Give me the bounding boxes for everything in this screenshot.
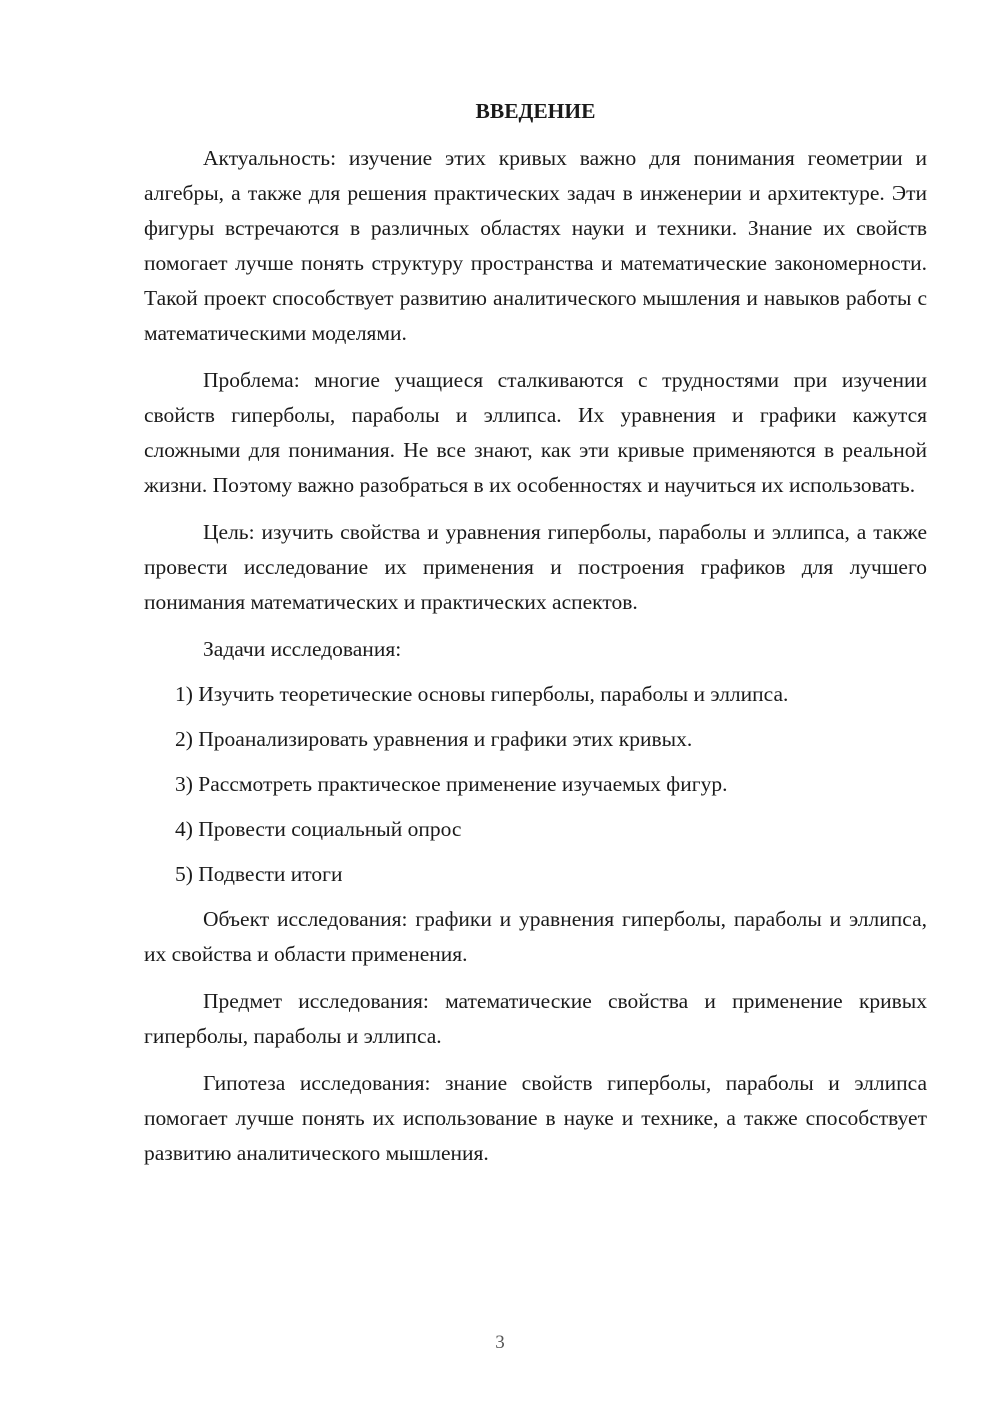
page-title: ВВЕДЕНИЕ [475, 99, 596, 123]
list-item: 1) Изучить теоретические основы гиперболы, параболы и эллипса. [175, 682, 789, 706]
list-item: 3) Рассмотреть практическое применение изучаемых фигур. [175, 772, 728, 796]
list-item: 4) Провести социальный опрос [175, 817, 462, 841]
hypothesis-paragraph: Гипотеза исследования: знание свойств гиперболы, параболы и эллипса помогает лучше понять их использование в науке и технике, а также способствует развитию аналитического мышления. [144, 1071, 927, 1165]
page-number: 3 [495, 1332, 505, 1353]
list-item: 2) Проанализировать уравнения и графики этих кривых. [175, 727, 693, 751]
tasks-list [144, 677, 927, 892]
subject-paragraph: Предмет исследования: математические свойства и применение кривых гиперболы, параболы и эллипса. [144, 989, 927, 1048]
list-item: 5) Подвести итоги [175, 862, 343, 886]
goal-paragraph: Цель: изучить свойства и уравнения гиперболы, параболы и эллипса, а также провести исследование их применения и построения графиков для лучшего понимания математических и практических аспектов. [144, 520, 927, 614]
page-content [144, 94, 927, 1183]
problem-paragraph: Проблема: многие учащиеся сталкиваются с трудностями при изучении свойств гиперболы, параболы и эллипса. Их уравнения и графики кажутся сложными для понимания. Не все знают, как эти кривые применяются в реальной жизни. Поэтому важно разобраться в их особенностях и научиться их использовать. [144, 368, 927, 497]
relevance-paragraph: Актуальность: изучение этих кривых важно для понимания геометрии и алгебры, а также для решения практических задач в инженерии и архитектуре. Эти фигуры встречаются в различных областях науки и техники. Знание их свойств помогает лучше понять структуру пространства и математические закономерности. Такой проект способствует развитию аналитического мышления и навыков работы с математическими моделями. [144, 146, 927, 345]
object-paragraph: Объект исследования: графики и уравнения гиперболы, параболы и эллипса, их свойства и области применения. [144, 907, 927, 966]
tasks-heading: Задачи исследования: [203, 637, 402, 661]
